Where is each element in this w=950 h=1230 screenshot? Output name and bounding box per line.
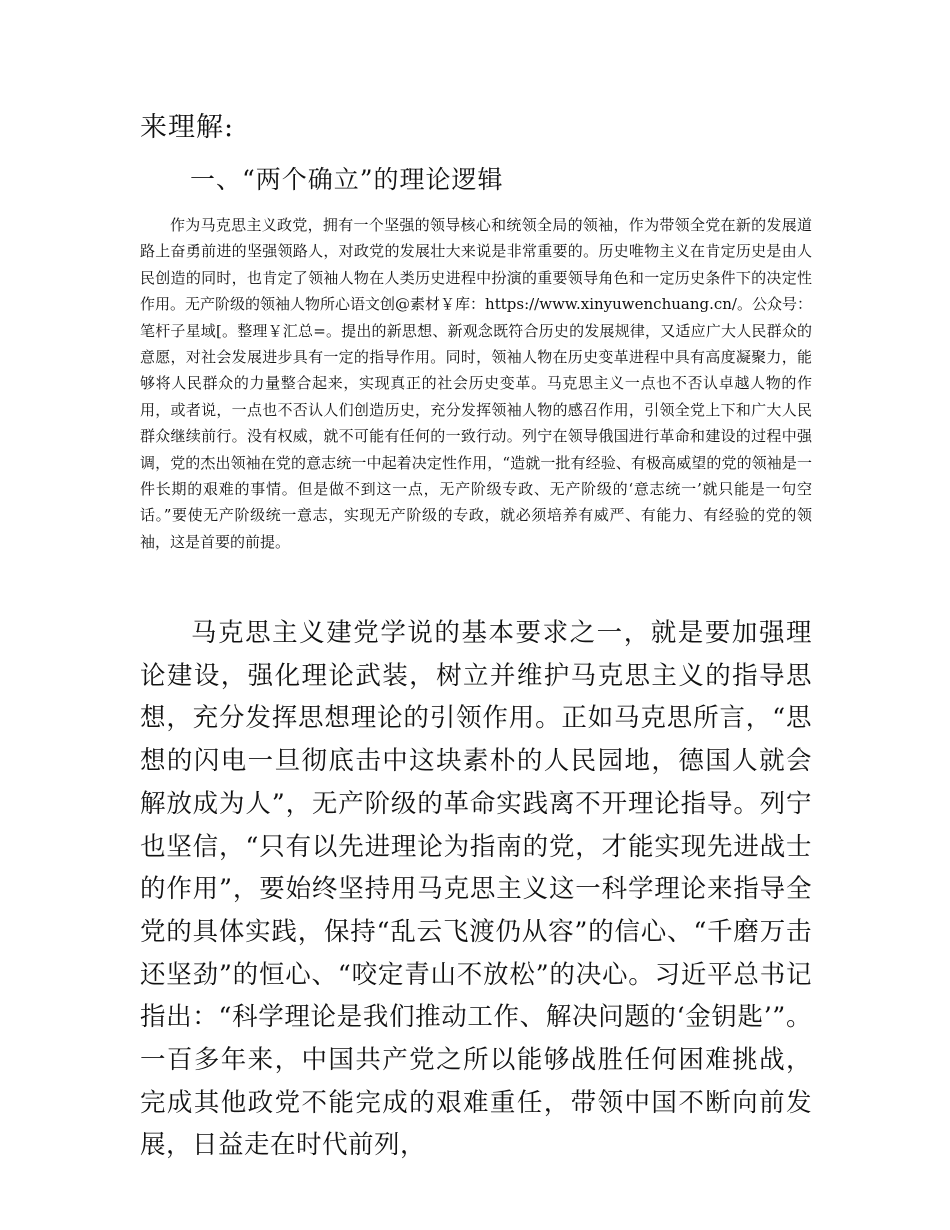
lead-text: 来理解: — [140, 112, 235, 143]
body-paragraph: 马克思主义建党学说的基本要求之一，就是要加强理论建设，强化理论武装，树立并维护马克思主义的指导思想，充分发挥思想理论的引领作用。正如马克思所言，“思想的闪电一旦彻底击中这块素朴的人民园地，德国人就会解放成为人”，无产阶级的革命实践离不开理论指导。列宁也坚信，“只有以先进理论为指南的党，才能实现先进战士的作用”，要始终坚持用马克思主义这一科学理论来指导全党的具体实践，保持“乱云飞渡仍从容”的信心、“千磨万击还坚劲”的恒心、“咬定青山不放松”的决心。习近平总书记指出：“科学理论是我们推动工作、解决问题的‘金钥匙’”。一百多年来，中国共产党之所以能够战胜任何困难挑战，完成其他政党不能完成的艰难重任，带领中国不断向前发展，日益走在时代前列， — [140, 618, 812, 1161]
section-heading: 一、“两个确立”的理论逻辑 — [190, 165, 504, 194]
quote-paragraph: 作为马克思主义政党，拥有一个坚强的领导核心和统领全局的领袖，作为带领全党在新的发展道路上奋勇前进的坚强领路人，对政党的发展壮大来说是非常重要的。历史唯物主义在肯定历史是由人民创造的同时，也肯定了领袖人物在人类历史进程中扮演的重要领导角色和一定历史条件下的决定性作用。无产阶级的领袖人物所心语文创@素材￥库：https://www.xinyuwenchuang.cn/。公众号：笔杆子星域[。整理￥汇总=。提出的新思想、新观念既符合历史的发展规律，又适应广大人民群众的意愿，对社会发展进步具有一定的指导作用。同时，领袖人物在历史变革进程中具有高度凝聚力，能够将人民群众的力量整合起来，实现真正的社会历史变革。马克思主义一点也不否认卓越人物的作用，或者说，一点也不否认人们创造历史，充分发挥领袖人物的感召作用，引领全党上下和广大人民群众继续前行。没有权威，就不可能有任何的一致行动。列宁在领导俄国进行革命和建设的过程中强调，党的杰出领袖在党的意志统一中起着决定性作用，“造就一批有经验、有极高威望的党的领袖是一件长期的艰难的事情。但是做不到这一点，无产阶级专政、无产阶级的‘意志统一’就只能是一句空话。”要使无产阶级统一意志，实现无产阶级的专政，就必须培养有威严、有能力、有经验的党的领袖，这是首要的前提。 — [140, 216, 812, 551]
